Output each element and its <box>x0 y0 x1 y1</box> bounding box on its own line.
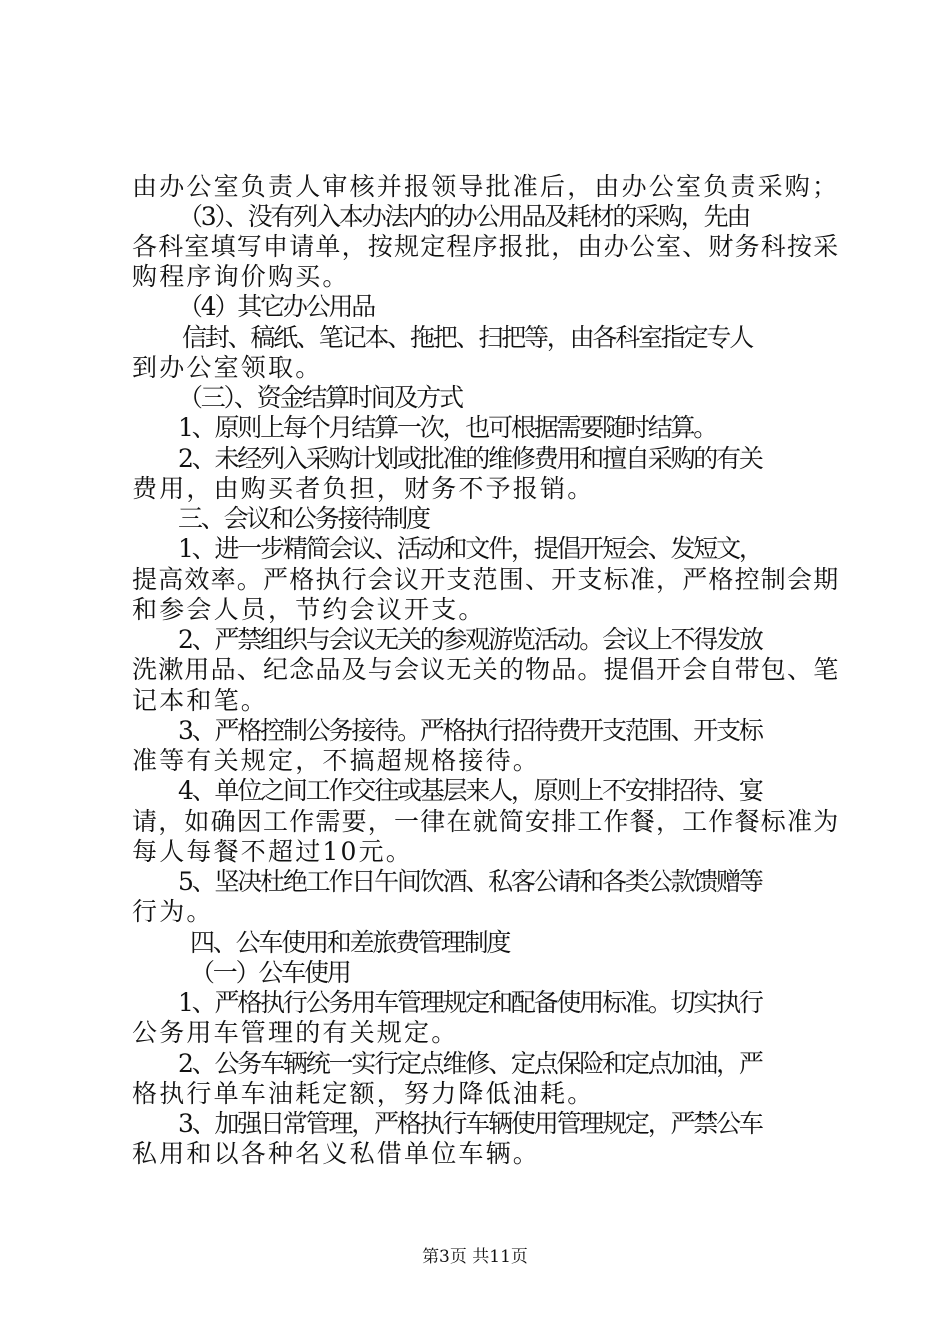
text-line: 到办公室领取。 <box>132 353 323 382</box>
text-line: 4、单位之间工作交往或基层来人，原则上不安排招待、宴 <box>178 776 762 805</box>
text-line: 3、严格控制公务接待。严格执行招待费开支范围、开支标 <box>178 716 762 745</box>
text-line: 格执行单车油耗定额，努力降低油耗。 <box>132 1079 595 1108</box>
text-line: 和参会人员，节约会议开支。 <box>132 595 486 624</box>
text-line: 三、会议和公务接待制度 <box>178 504 429 533</box>
text-line: 行为。 <box>132 897 214 926</box>
text-line: 2、公务车辆统一实行定点维修、定点保险和定点加油，严 <box>178 1049 762 1078</box>
text-line: 1、原则上每个月结算一次，也可根据需要随时结算。 <box>178 413 717 442</box>
text-line: 1、严格执行公务用车管理规定和配备使用标准。切实执行 <box>178 988 762 1017</box>
text-line: 洗漱用品、纪念品及与会议无关的物品。提倡开会自带包、笔 <box>132 655 840 684</box>
text-line: 记本和笔。 <box>132 686 269 715</box>
text-line: 私用和以各种名义私借单位车辆。 <box>132 1139 541 1168</box>
text-line: 提高效率。严格执行会议开支范围、开支标准，严格控制会期 <box>132 565 840 594</box>
text-line: （3）、没有列入本办法内的办公用品及耗材的采购，先由 <box>178 202 750 231</box>
text-line: 1、进一步精简会议、活动和文件，提倡开短会、发短文， <box>178 534 762 563</box>
text-line: 请，如确因工作需要，一律在就简安排工作餐，工作餐标准为 <box>132 807 840 836</box>
text-line: 5、坚决杜绝工作日午间饮酒、私客公请和各类公款馈赠等 <box>178 867 762 896</box>
text-line: 信封、稿纸、笔记本、拖把、扫把等，由各科室指定专人 <box>182 323 753 352</box>
text-line: 由办公室负责人审核并报领导批准后，由办公室负责采购； <box>132 172 840 201</box>
text-line: （4）其它办公用品 <box>178 292 375 321</box>
text-line: 2、未经列入采购计划或批准的维修费用和擅自采购的有关 <box>178 444 762 473</box>
text-line: （三）、资金结算时间及方式 <box>178 383 462 412</box>
text-line: 准等有关规定，不搞超规格接待。 <box>132 746 541 775</box>
text-line: 各科室填写申请单，按规定程序报批，由办公室、财务科按采 <box>132 232 840 261</box>
text-line: 2、严禁组织与会议无关的参观游览活动。会议上不得发放 <box>178 625 762 654</box>
page-footer: 第3页 共11页 <box>422 1247 528 1267</box>
text-line: 每人每餐不超过10元。 <box>132 837 414 866</box>
text-line: 费用，由购买者负担，财务不予报销。 <box>132 474 595 503</box>
text-line: 3、加强日常管理，严格执行车辆使用管理规定，严禁公车 <box>178 1109 762 1138</box>
text-line: 四、公车使用和差旅费管理制度 <box>190 928 510 957</box>
text-line: 购程序询价购买。 <box>132 262 350 291</box>
text-line: 公务用车管理的有关规定。 <box>132 1018 459 1047</box>
text-line: （一）公车使用 <box>190 958 350 987</box>
